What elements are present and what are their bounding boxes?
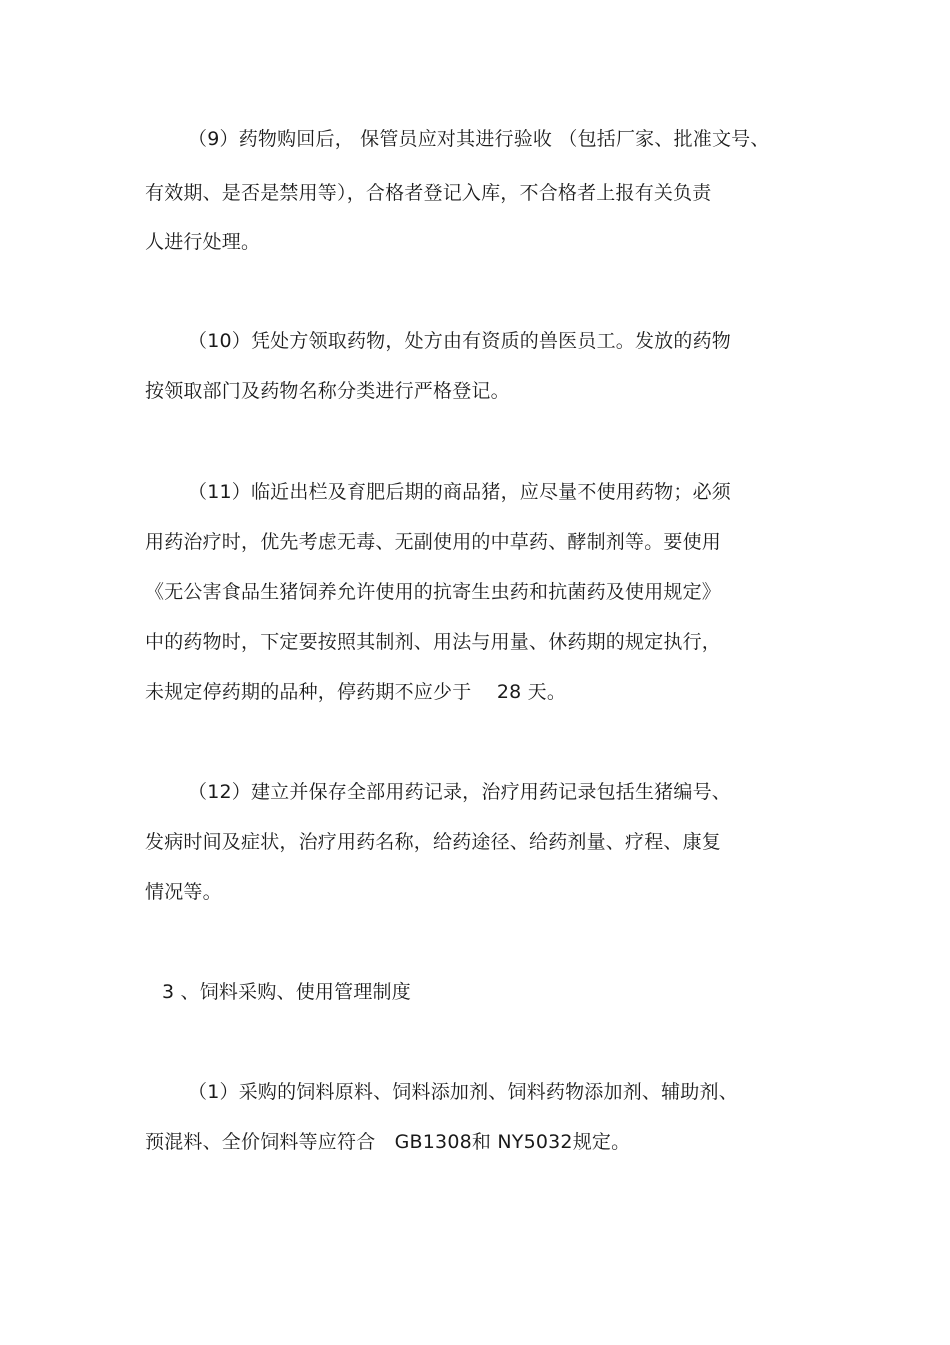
text-line: 情况等。 (145, 881, 222, 903)
text-line: 发病时间及症状，治疗用药名称，给药途径、给药剂量、疗程、康复 (145, 831, 722, 853)
text-line: 中的药物时，下定要按照其制剂、用法与用量、休药期的规定执行， (145, 631, 722, 653)
text-line: （1）采购的饲料原料、饲料添加剂、饲料药物添加剂、辅助剂、 (188, 1081, 738, 1103)
text-line: 预混料、全价饲料等应符合 GB1308和 NY5032规定。 (145, 1131, 631, 1153)
text-line: （10）凭处方领取药物，处方由有资质的兽医员工。发放的药物 (188, 330, 731, 352)
text-line: 按领取部门及药物名称分类进行严格登记。 (145, 380, 510, 402)
text-line: 人进行处理。 (145, 231, 261, 253)
text-line: 用药治疗时，优先考虑无毒、无副使用的中草药、酵制剂等。要使用 (145, 531, 722, 553)
text-line: 《无公害食品生猪饲养允许使用的抗寄生虫药和抗菌药及使用规定》 (145, 581, 722, 603)
text-line: （11）临近出栏及育肥后期的商品猪，应尽量不使用药物；必须 (188, 481, 731, 503)
text-line: （12）建立并保存全部用药记录，治疗用药记录包括生猪编号、 (188, 781, 731, 803)
text-line: 有效期、是否是禁用等），合格者登记入库，不合格者上报有关负责 (145, 182, 712, 204)
text-line: （9）药物购回后， 保管员应对其进行验收 （包括厂家、批准文号、 (188, 128, 770, 150)
section-heading: 3 、饲料采购、使用管理制度 (162, 981, 411, 1003)
text-line: 未规定停药期的品种，停药期不应少于 28 天。 (145, 681, 567, 703)
